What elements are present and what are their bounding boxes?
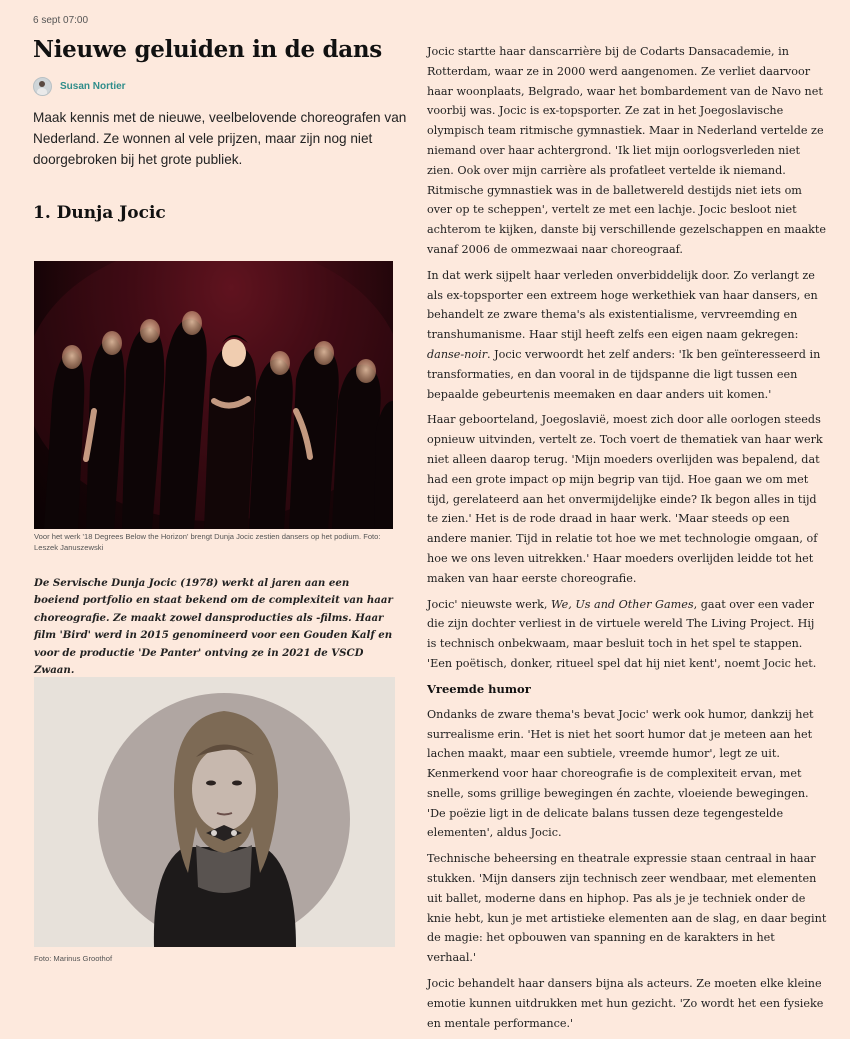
photo-caption: Voor het werk '18 Degrees Below the Horizon' brengt Dunja Jocic zestien dansers op het podium. Foto: Leszek Januszewski <box>34 532 381 552</box>
avatar[interactable] <box>33 77 52 96</box>
paragraph: Jocic' nieuwste werk, We, Us and Other Games, gaat over een vader die zijn dochter verliest in de virtuele wereld The Living Project. Hij is technisch onbekwaam, maar besluit toch in het spel te stappen. 'Een poëtisch, donker, ritueel spel dat hij niet kent', noemt Jocic het. <box>427 597 817 670</box>
article-body <box>427 42 827 1039</box>
dancers-illustration <box>34 261 393 529</box>
paragraph: Haar geboorteland, Joegoslavië, moest zich door alle oorlogen steeds opnieuw uitvinden, vertelt ze. Toch voert de thematiek van haar werk niet alleen daarop terug. 'Mijn moeders overlijden was bepalend, dat had een grote impact op mijn begrip van tijd. Hoe gaan we om met tijd, gerelateerd aan het onvermijdelijke einde? Ik begon alles in tijd te zien.' Het is de rode draad in haar werk. 'Maar steeds op een andere manier. Tijd in relatie tot hoe we met technologie omgaan, of hoe we ons leven uitrekken.' Haar moeders overlijden leidde tot het maken van haar eerste choreografie. <box>427 413 823 585</box>
paragraph: Jocic startte haar danscarrière bij de Codarts Dansacademie, in Rotterdam, waar ze in 2000 werd aangenomen. Ze verliet daarvoor haar woonplaats, Belgrado, waar het bombardement van de Navo net voorbij was. Jocic is ex-topsporter. Ze zat in het Joegoslavische olympisch team ritmische gymnastiek. Maar in Nederland vertelde ze niemand over haar achtergrond. 'Ik liet mijn oorlogsverleden niet zien. Ook over mijn carrière als profatleet vertelde ik niemand. Ritmische gymnastiek was in de balletwereld destijds niet iets om over op te scheppen', vertelt ze met een lachje. Jocic besloot niet achterom te kijken, danste bij verschillende gezelschappen en maakte vanaf 2006 de ommezwaai naar choreograaf. <box>427 45 827 256</box>
page-title: Nieuwe geluiden in de dans <box>33 36 382 63</box>
article-intro: Maak kennis met de nieuwe, veelbelovende choreografen van Nederland. Ze wonnen al vele prijzen, maar zijn nog niet doorgebroken bij het grote publiek. <box>33 110 407 167</box>
author-name[interactable]: Susan Nortier <box>60 81 126 92</box>
article-date: 6 sept 07:00 <box>33 15 89 26</box>
paragraph: Jocic behandelt haar dansers bijna als acteurs. Ze moeten elke kleine emotie kunnen uitdrukken met hun gezicht. 'Zo wordt het een fysieke en mentale performance.' <box>427 977 824 1030</box>
section-title: 1. Dunja Jocic <box>33 203 166 223</box>
paragraph: Ondanks de zware thema's bevat Jocic' werk ook humor, dankzij het surrealisme erin. 'Het is niet het soort humor dat je meteen aan het lachen maakt, maar een subtiele, vreemde humor', legt ze uit. Kenmerkend voor haar choreografie is de complexiteit ervan, met snelle, soms grillige bewegingen én zachte, vloeiende bewegingen. 'De poëzie ligt in de delicate balans tussen deze tegengestelde elementen', aldus Jocic. <box>427 707 814 840</box>
paragraph: In dat werk sijpelt haar verleden onverbiddelijk door. Zo verlangt ze als ex-topsporter een extreem hoge werkethiek van haar dansers, en behandelt ze zware thema's als existentialisme, vervreemding en transhumanisme. Haar stijl heeft zelfs een eigen naam gekregen: danse-noir. Jocic verwoordt het zelf anders: 'Ik ben geïnteresseerd in transformaties, en dan vooral in de tijdspanne die ligt tussen een bepaalde gebeurtenis meemaken en daar anders uit komen.' <box>427 268 821 401</box>
photo-caption: Foto: Marinus Groothof <box>34 954 113 963</box>
paragraph: Technische beheersing en theatrale expressie staan centraal in haar stukken. 'Mijn dansers zijn technisch zeer wendbaar, met elementen uit ballet, moderne dans en hiphop. Pas als je je techniek onder de knie hebt, kun je met artistieke elementen aan de slag, en daar begint de magie: het opbouwen van spanning en de karakters in het verhaal.' <box>427 852 827 965</box>
dancers-photo <box>34 261 393 529</box>
subheading: Vreemde humor <box>427 681 531 696</box>
author-byline[interactable] <box>33 77 126 96</box>
portrait-photo <box>34 677 395 947</box>
bio-intro: De Servische Dunja Jocic (1978) werkt al jaren aan een boeiend portfolio en staat bekend om de complexiteit van haar choreografie. Ze maakt zowel dansproducties als -films. Haar film 'Bird' werd in 2015 genomineerd voor een Gouden Kalf en voor de productie 'De Panter' ontving ze in 2021 de VSCD Zwaan. <box>34 577 393 677</box>
portrait-illustration <box>34 677 395 947</box>
